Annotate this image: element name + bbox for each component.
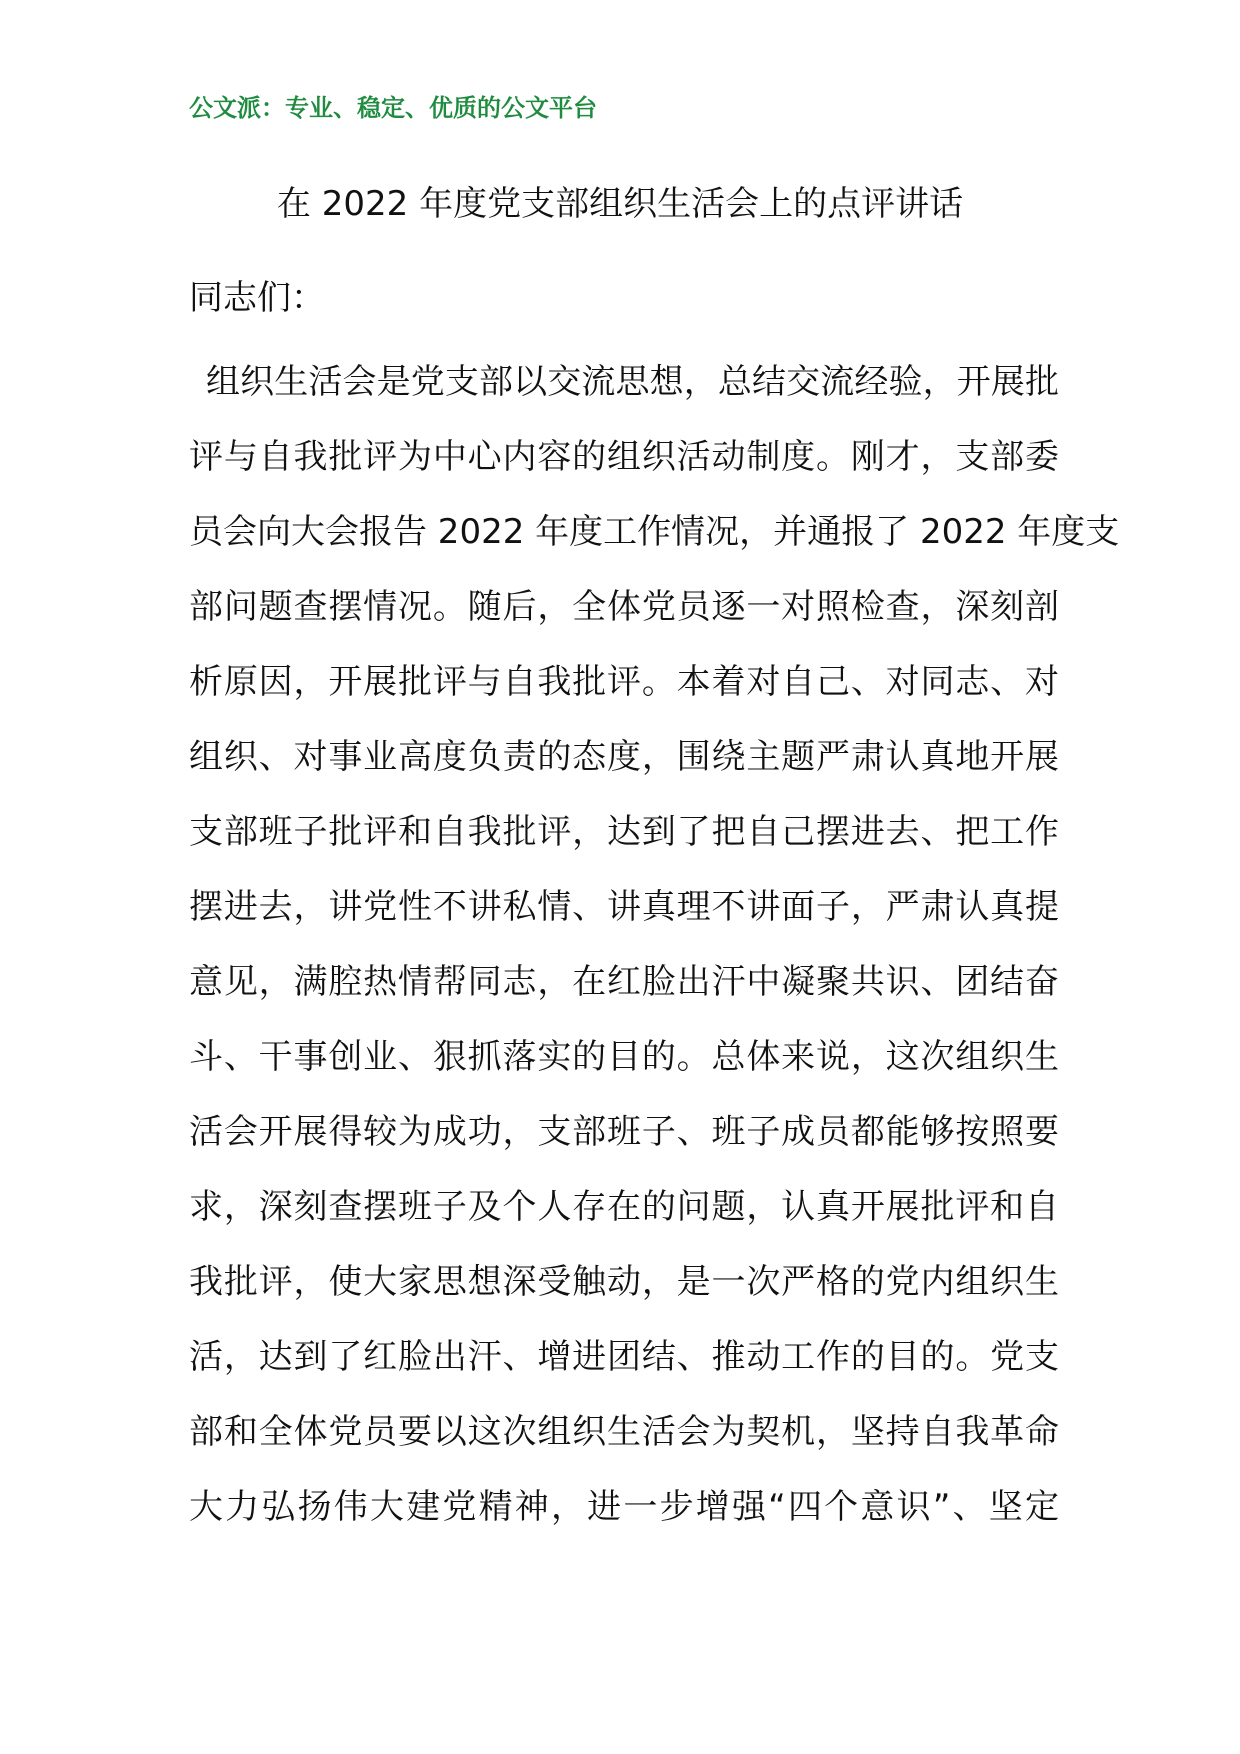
body-line: 求，深刻查摆班子及个人存在的问题，认真开展批评和自	[189, 1187, 1059, 1227]
document-title: 在 2022 年度党支部组织生活会上的点评讲话	[276, 184, 964, 224]
salutation: 同志们：	[189, 278, 325, 318]
body-line: 部问题查摆情况。随后，全体党员逐一对照检查，深刻剖	[189, 587, 1059, 627]
brand-header: 公文派：专业、稳定、优质的公文平台	[189, 94, 597, 122]
body-line: 摆进去，讲党性不讲私情、讲真理不讲面子，严肃认真提	[189, 887, 1059, 927]
body-line: 员会向大会报告 2022 年度工作情况，并通报了 2022 年度支	[189, 512, 1120, 552]
body-line: 评与自我批评为中心内容的组织活动制度。刚才，支部委	[189, 437, 1059, 477]
body-line: 大力弘扬伟大建党精神，进一步增强“四个意识”、坚定	[189, 1487, 1059, 1527]
body-line: 活会开展得较为成功，支部班子、班子成员都能够按照要	[189, 1112, 1059, 1152]
body-line: 斗、干事创业、狠抓落实的目的。总体来说，这次组织生	[189, 1037, 1059, 1077]
body-text	[189, 362, 1120, 1562]
body-line: 活，达到了红脸出汗、增进团结、推动工作的目的。党支	[189, 1337, 1059, 1377]
body-line: 我批评，使大家思想深受触动，是一次严格的党内组织生	[189, 1262, 1059, 1302]
body-line: 支部班子批评和自我批评，达到了把自己摆进去、把工作	[189, 812, 1059, 852]
body-line: 组织生活会是党支部以交流思想，总结交流经验，开展批	[206, 362, 1059, 402]
body-line: 意见，满腔热情帮同志，在红脸出汗中凝聚共识、团结奋	[189, 962, 1059, 1002]
body-line: 组织、对事业高度负责的态度，围绕主题严肃认真地开展	[189, 737, 1059, 777]
body-line: 析原因，开展批评与自我批评。本着对自己、对同志、对	[189, 662, 1059, 702]
body-line: 部和全体党员要以这次组织生活会为契机，坚持自我革命	[189, 1412, 1059, 1452]
